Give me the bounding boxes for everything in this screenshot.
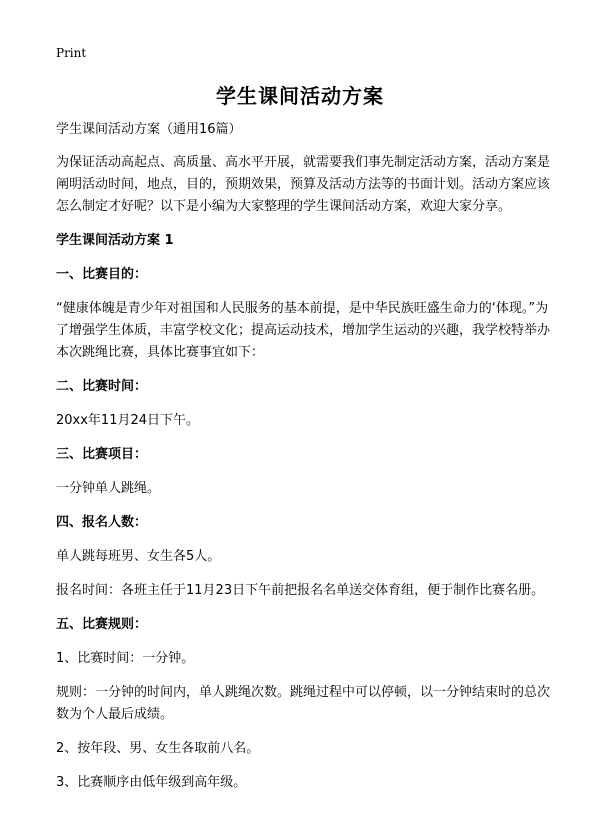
paragraph-rule-detail: 规则：一分钟的时间内，单人跳绳次数。跳绳过程中可以停顿，以一分钟结束时的总次数为个人最后成绩。 [56,685,551,722]
paragraph-purpose: “健康体魄是青少年对祖国和人民服务的基本前提，是中华民族旺盛生命力的‘体现。”为了增强学生体质，丰富学校文化；提高运动技术，增加学生运动的兴趣，我学校特举办本次跳绳比赛，具体比赛事宜如下： [56,301,551,360]
heading-time: 二、比赛时间： [56,379,148,394]
heading-purpose: 一、比赛目的： [56,267,148,282]
document-body [56,119,554,806]
print-link[interactable]: Print [56,46,87,60]
document-subtitle: 学生课间活动方案（通用16篇） [56,122,242,137]
section-title: 学生课间活动方案 1 [56,233,174,248]
paragraph-registration: 报名时间：各班主任于11月23日下午前把报名名单送交体育组，便于制作比赛名册。 [56,583,545,598]
paragraph-time: 20xx年11月24日下午。 [56,413,200,428]
paragraph-event: 一分钟单人跳绳。 [56,481,161,496]
paragraph-rule-2: 2、按年段、男、女生各取前八名。 [56,741,260,756]
heading-event: 三、比赛项目： [56,447,148,462]
paragraph-rule-3: 3、比赛顺序由低年级到高年级。 [56,775,247,790]
heading-participants: 四、报名人数： [56,515,148,530]
paragraph-participants: 单人跳每班男、女生各5人。 [56,549,221,564]
paragraph-rule-1: 1、比赛时间：一分钟。 [56,651,195,666]
intro-paragraph: 为保证活动高起点、高质量、高水平开展，就需要我们事先制定活动方案，活动方案是阐明活动时间，地点，目的，预期效果，预算及活动方法等的书面计划。活动方案应该怎么制定才好呢？以下是小编为大家整理的学生课间活动方案，欢迎大家分享。 [56,155,551,214]
heading-rules: 五、比赛规则： [56,617,148,632]
page-title: 学生课间活动方案 [216,84,384,108]
